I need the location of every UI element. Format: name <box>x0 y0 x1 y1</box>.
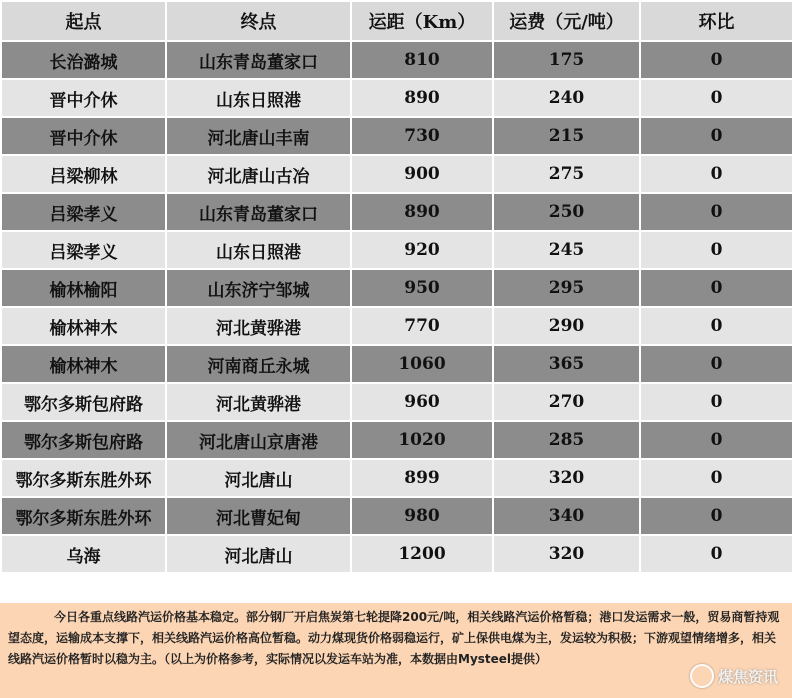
cell-freight: 250 <box>493 193 640 231</box>
cell-change: 0 <box>640 535 792 573</box>
cell-change: 0 <box>640 307 792 345</box>
header-distance: 运距（Km） <box>351 1 493 41</box>
cell-destination: 山东青岛董家口 <box>166 193 351 231</box>
table-row <box>1 307 792 345</box>
cell-freight: 290 <box>493 307 640 345</box>
cell-change: 0 <box>640 383 792 421</box>
table-row <box>1 79 792 117</box>
cell-freight: 320 <box>493 535 640 573</box>
cell-destination: 河北黄骅港 <box>166 307 351 345</box>
cell-distance: 899 <box>351 459 493 497</box>
header-freight: 运费（元/吨） <box>493 1 640 41</box>
cell-origin: 长治潞城 <box>1 41 166 79</box>
cell-destination: 山东青岛董家口 <box>166 41 351 79</box>
header-mom-change: 环比 <box>640 1 792 41</box>
cell-change: 0 <box>640 497 792 535</box>
table-header-row <box>1 1 792 41</box>
cell-destination: 河北唐山京唐港 <box>166 421 351 459</box>
cell-destination: 河北唐山 <box>166 535 351 573</box>
cell-freight: 320 <box>493 459 640 497</box>
cell-distance: 730 <box>351 117 493 155</box>
cell-distance: 1200 <box>351 535 493 573</box>
cell-change: 0 <box>640 193 792 231</box>
wechat-logo-icon <box>690 664 714 688</box>
cell-origin: 鄂尔多斯包府路 <box>1 383 166 421</box>
cell-distance: 1060 <box>351 345 493 383</box>
cell-freight: 275 <box>493 155 640 193</box>
cell-origin: 鄂尔多斯东胜外环 <box>1 459 166 497</box>
cell-distance: 890 <box>351 193 493 231</box>
cell-distance: 1020 <box>351 421 493 459</box>
cell-freight: 270 <box>493 383 640 421</box>
cell-freight: 215 <box>493 117 640 155</box>
cell-freight: 365 <box>493 345 640 383</box>
cell-change: 0 <box>640 155 792 193</box>
cell-change: 0 <box>640 41 792 79</box>
cell-change: 0 <box>640 269 792 307</box>
watermark <box>690 664 778 688</box>
cell-origin: 晋中介休 <box>1 79 166 117</box>
table-row <box>1 383 792 421</box>
cell-origin: 吕梁柳林 <box>1 155 166 193</box>
cell-destination: 河北唐山 <box>166 459 351 497</box>
table-row <box>1 155 792 193</box>
cell-change: 0 <box>640 231 792 269</box>
watermark-text: 煤焦资讯 <box>717 667 778 686</box>
table-row <box>1 459 792 497</box>
cell-origin: 吕梁孝义 <box>1 193 166 231</box>
cell-distance: 810 <box>351 41 493 79</box>
cell-freight: 285 <box>493 421 640 459</box>
market-commentary-note: 今日各重点线路汽运价格基本稳定。部分钢厂开启焦炭第七轮提降200元/吨，相关线路汽运价格暂稳；港口发运需求一般，贸易商暂持观望态度，运输成本支撑下，相关线路汽运价格高位暂稳。动力煤现货价格弱稳运行，矿上保供电煤为主，发运较为积极；下游观望情绪增多，相关线路汽运价格暂时以稳为主。（以上为价格参考，实际情况以发运车站为准，本数据由Mysteel提供） <box>0 603 792 698</box>
cell-distance: 900 <box>351 155 493 193</box>
cell-change: 0 <box>640 345 792 383</box>
cell-change: 0 <box>640 79 792 117</box>
cell-origin: 鄂尔多斯包府路 <box>1 421 166 459</box>
cell-distance: 770 <box>351 307 493 345</box>
cell-change: 0 <box>640 459 792 497</box>
cell-origin: 鄂尔多斯东胜外环 <box>1 497 166 535</box>
cell-destination: 山东日照港 <box>166 231 351 269</box>
cell-distance: 980 <box>351 497 493 535</box>
cell-freight: 175 <box>493 41 640 79</box>
cell-destination: 山东济宁邹城 <box>166 269 351 307</box>
header-origin: 起点 <box>1 1 166 41</box>
table-row <box>1 497 792 535</box>
cell-destination: 河北黄骅港 <box>166 383 351 421</box>
table-row <box>1 535 792 573</box>
cell-destination: 河南商丘永城 <box>166 345 351 383</box>
table-row <box>1 345 792 383</box>
cell-origin: 乌海 <box>1 535 166 573</box>
cell-distance: 950 <box>351 269 493 307</box>
cell-distance: 960 <box>351 383 493 421</box>
cell-origin: 吕梁孝义 <box>1 231 166 269</box>
table-row <box>1 269 792 307</box>
cell-freight: 240 <box>493 79 640 117</box>
cell-destination: 山东日照港 <box>166 79 351 117</box>
cell-distance: 920 <box>351 231 493 269</box>
cell-origin: 榆林榆阳 <box>1 269 166 307</box>
cell-change: 0 <box>640 421 792 459</box>
table-row <box>1 193 792 231</box>
table-row <box>1 117 792 155</box>
cell-freight: 340 <box>493 497 640 535</box>
cell-origin: 晋中介休 <box>1 117 166 155</box>
table-row <box>1 421 792 459</box>
cell-freight: 245 <box>493 231 640 269</box>
cell-origin: 榆林神木 <box>1 307 166 345</box>
cell-destination: 河北唐山丰南 <box>166 117 351 155</box>
table-row <box>1 41 792 79</box>
cell-distance: 890 <box>351 79 493 117</box>
table-row <box>1 231 792 269</box>
cell-destination: 河北曹妃甸 <box>166 497 351 535</box>
cell-change: 0 <box>640 117 792 155</box>
cell-destination: 河北唐山古冶 <box>166 155 351 193</box>
cell-freight: 295 <box>493 269 640 307</box>
cell-origin: 榆林神木 <box>1 345 166 383</box>
header-destination: 终点 <box>166 1 351 41</box>
